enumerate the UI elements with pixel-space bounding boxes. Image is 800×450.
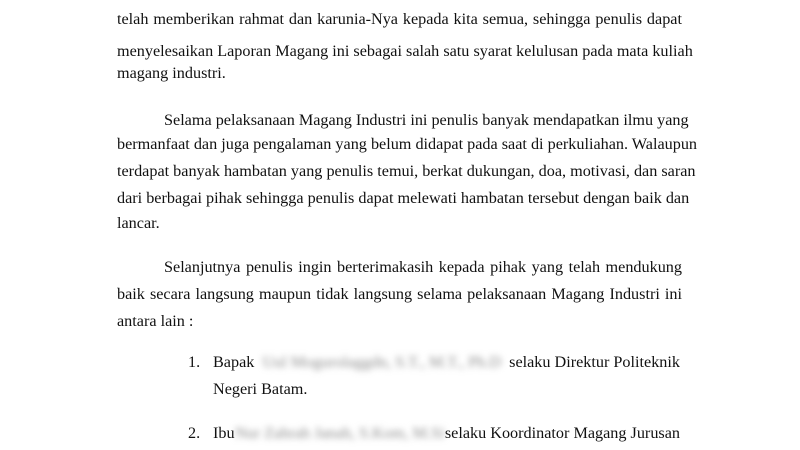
list-item-1-number: 1. <box>188 353 201 371</box>
paragraph-2-line-1: Selama pelaksanaan Magang Industri ini penulis banyak mendapatkan ilmu yang <box>164 111 689 129</box>
paragraph-2-line-5: lancar. <box>117 214 160 232</box>
list-item-2-number: 2. <box>188 424 201 442</box>
list-item-1-redacted-name: Uul Mogurolaggdn, S.T., M.T., Ph.D <box>262 353 502 371</box>
paragraph-1-line-1: telah memberikan rahmat dan karunia-Nya kepada kita semua, sehingga penulis dapat <box>117 10 682 28</box>
list-item-1-continuation: Negeri Batam. <box>213 380 308 398</box>
list-item-1 <box>213 352 680 372</box>
list-item-1-prefix: Bapak <box>213 353 255 371</box>
paragraph-3-line-1: Selanjutnya penulis ingin berterimakasih kepada pihak yang telah mendukung <box>164 258 682 276</box>
paragraph-1-line-2: menyelesaikan Laporan Magang ini sebagai salah satu syarat kelulusan pada mata kuliah <box>117 42 693 60</box>
list-item-2 <box>213 423 680 443</box>
list-item-2-redacted-name: Nur Zahrah Janah, S.Kom, M.Si <box>234 424 445 442</box>
list-item-1-suffix: selaku Direktur Politeknik <box>509 353 680 371</box>
list-item-2-prefix: Ibu <box>213 424 235 442</box>
list-item-2-suffix: selaku Koordinator Magang Jurusan <box>444 424 680 442</box>
paragraph-2-line-2: bermanfaat dan juga pengalaman yang belum didapat pada saat di perkuliahan. Walaupun <box>117 135 698 153</box>
paragraph-2-line-3: terdapat banyak hambatan yang penulis temui, berkat dukungan, doa, motivasi, dan saran <box>117 162 696 180</box>
paragraph-3-line-3: antara lain : <box>117 312 194 330</box>
paragraph-3-line-2: baik secara langsung maupun tidak langsung selama pelaksanaan Magang Industri ini <box>117 285 682 303</box>
paragraph-1-line-3: magang industri. <box>117 64 226 82</box>
paragraph-2-line-4: dari berbagai pihak sehingga penulis dapat melewati hambatan tersebut dengan baik dan <box>117 189 690 207</box>
